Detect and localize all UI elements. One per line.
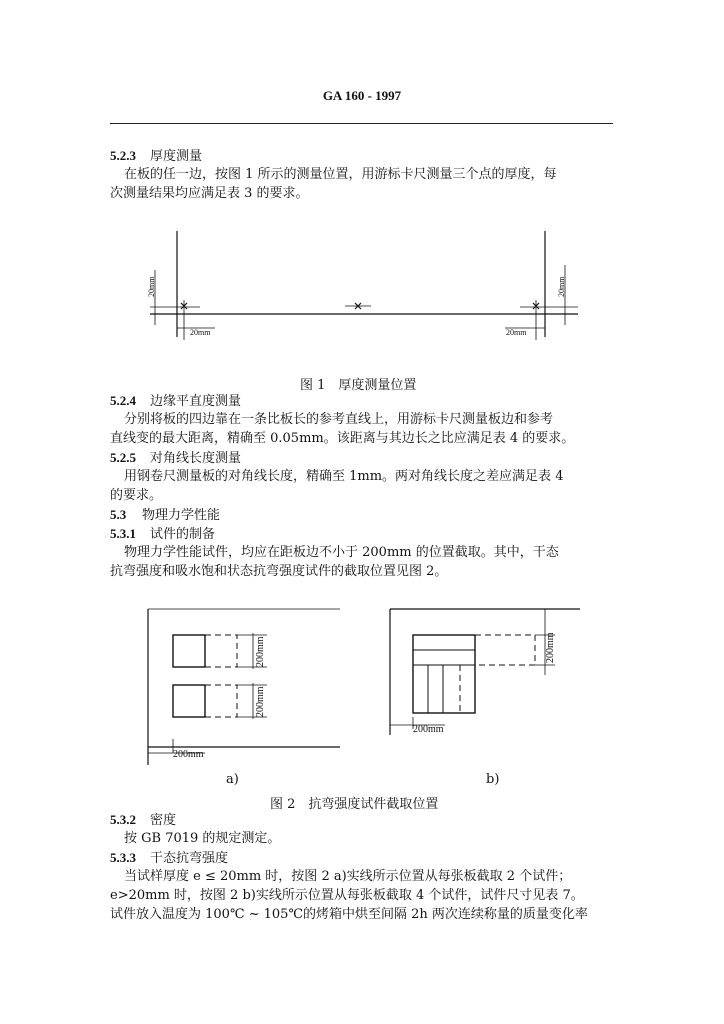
specimen-solid — [173, 685, 205, 717]
header-rule — [110, 123, 613, 124]
figure-2-caption: 图 2 抗弯强度试件截取位置 — [270, 797, 439, 812]
figure-2b-label: b) — [486, 772, 500, 787]
dim-label: 200mm — [173, 749, 204, 760]
heading-5-2-4 — [110, 391, 241, 412]
dim-label: 20mm — [147, 276, 156, 297]
paragraph-line: 当试样厚度 e ≤ 20mm 时，按图 2 a)实线所示位置从每张板截取 2 个试件； — [124, 869, 572, 884]
paragraph-line: 试件放入温度为 100℃ ~ 105℃的烤箱中烘至间隔 2h 两次连续称量的质量变化率 — [110, 907, 588, 922]
paragraph-line: e>20mm 时，按图 2 b)实线所示位置从每张板截取 4 个试件，试件尺寸见表 7。 — [110, 888, 584, 903]
dim-label: 200mm — [255, 636, 266, 667]
figure-1-diagram — [140, 225, 590, 345]
paragraph-line: 分别将板的四边靠在一条比板长的参考直线上，用游标卡尺测量板边和参考 — [124, 412, 554, 427]
page-header: GA 160 - 1997 — [322, 88, 402, 103]
dim-label: 20mm — [190, 328, 211, 337]
section-title: 密度 — [150, 813, 177, 828]
heading-5-3-2 — [110, 810, 176, 831]
figure-2b-diagram — [385, 605, 585, 735]
dim-label: 200mm — [545, 632, 556, 663]
section-title: 对角线长度测量 — [150, 451, 242, 466]
section-title: 物理力学性能 — [142, 508, 221, 523]
section-number: 5.3.3 — [110, 850, 136, 865]
section-number: 5.2.4 — [110, 393, 136, 408]
figure-1-caption: 图 1 厚度测量位置 — [300, 378, 417, 393]
dim-label: 200mm — [255, 686, 266, 717]
paragraph-line: 用钢卷尺测量板的对角线长度，精确至 1mm。两对角线长度之差应满足表 4 — [124, 469, 564, 484]
heading-5-3-1 — [110, 524, 215, 545]
specimen-solid — [413, 635, 475, 713]
specimen-dashed — [475, 635, 535, 665]
dim-label: 20mm — [506, 328, 527, 337]
heading-5-2-5 — [110, 448, 241, 469]
heading-5-2-3 — [110, 146, 202, 167]
specimen-solid — [173, 635, 205, 667]
paragraph-line: 按 GB 7019 的规定测定。 — [124, 831, 281, 846]
paragraph-line: 在板的任一边，按图 1 所示的测量位置，用游标卡尺测量三个点的厚度，每 — [124, 167, 557, 182]
paragraph-line: 物理力学性能试件，均应在距板边不小于 200mm 的位置截取。其中，干态 — [124, 545, 559, 560]
section-number: 5.3.1 — [110, 526, 136, 541]
section-title: 边缘平直度测量 — [150, 394, 242, 409]
figure-2a-label: a) — [226, 772, 239, 787]
paragraph-line: 的要求。 — [110, 488, 163, 503]
section-number: 5.2.3 — [110, 148, 136, 163]
paragraph-line: 直线变的最大距离，精确至 0.05mm。该距离与其边长之比应满足表 4 的要求。 — [110, 431, 575, 446]
heading-5-3-3 — [110, 848, 228, 869]
figure-2a-diagram — [145, 605, 345, 765]
paragraph-line: 抗弯强度和吸水饱和状态抗弯强度试件的截取位置见图 2。 — [110, 564, 448, 579]
section-number: 5.2.5 — [110, 450, 136, 465]
section-number: 5.3.2 — [110, 812, 136, 827]
section-title: 厚度测量 — [150, 149, 203, 164]
specimen-dashed — [205, 635, 237, 717]
dim-label: 200mm — [413, 724, 444, 735]
section-number: 5.3 — [110, 507, 127, 522]
dim-label: 20mm — [557, 276, 566, 297]
section-title: 干态抗弯强度 — [150, 851, 229, 866]
heading-5-3 — [110, 505, 220, 526]
paragraph-line: 次测量结果均应满足表 3 的要求。 — [110, 186, 309, 201]
section-title: 试件的制备 — [150, 527, 216, 542]
